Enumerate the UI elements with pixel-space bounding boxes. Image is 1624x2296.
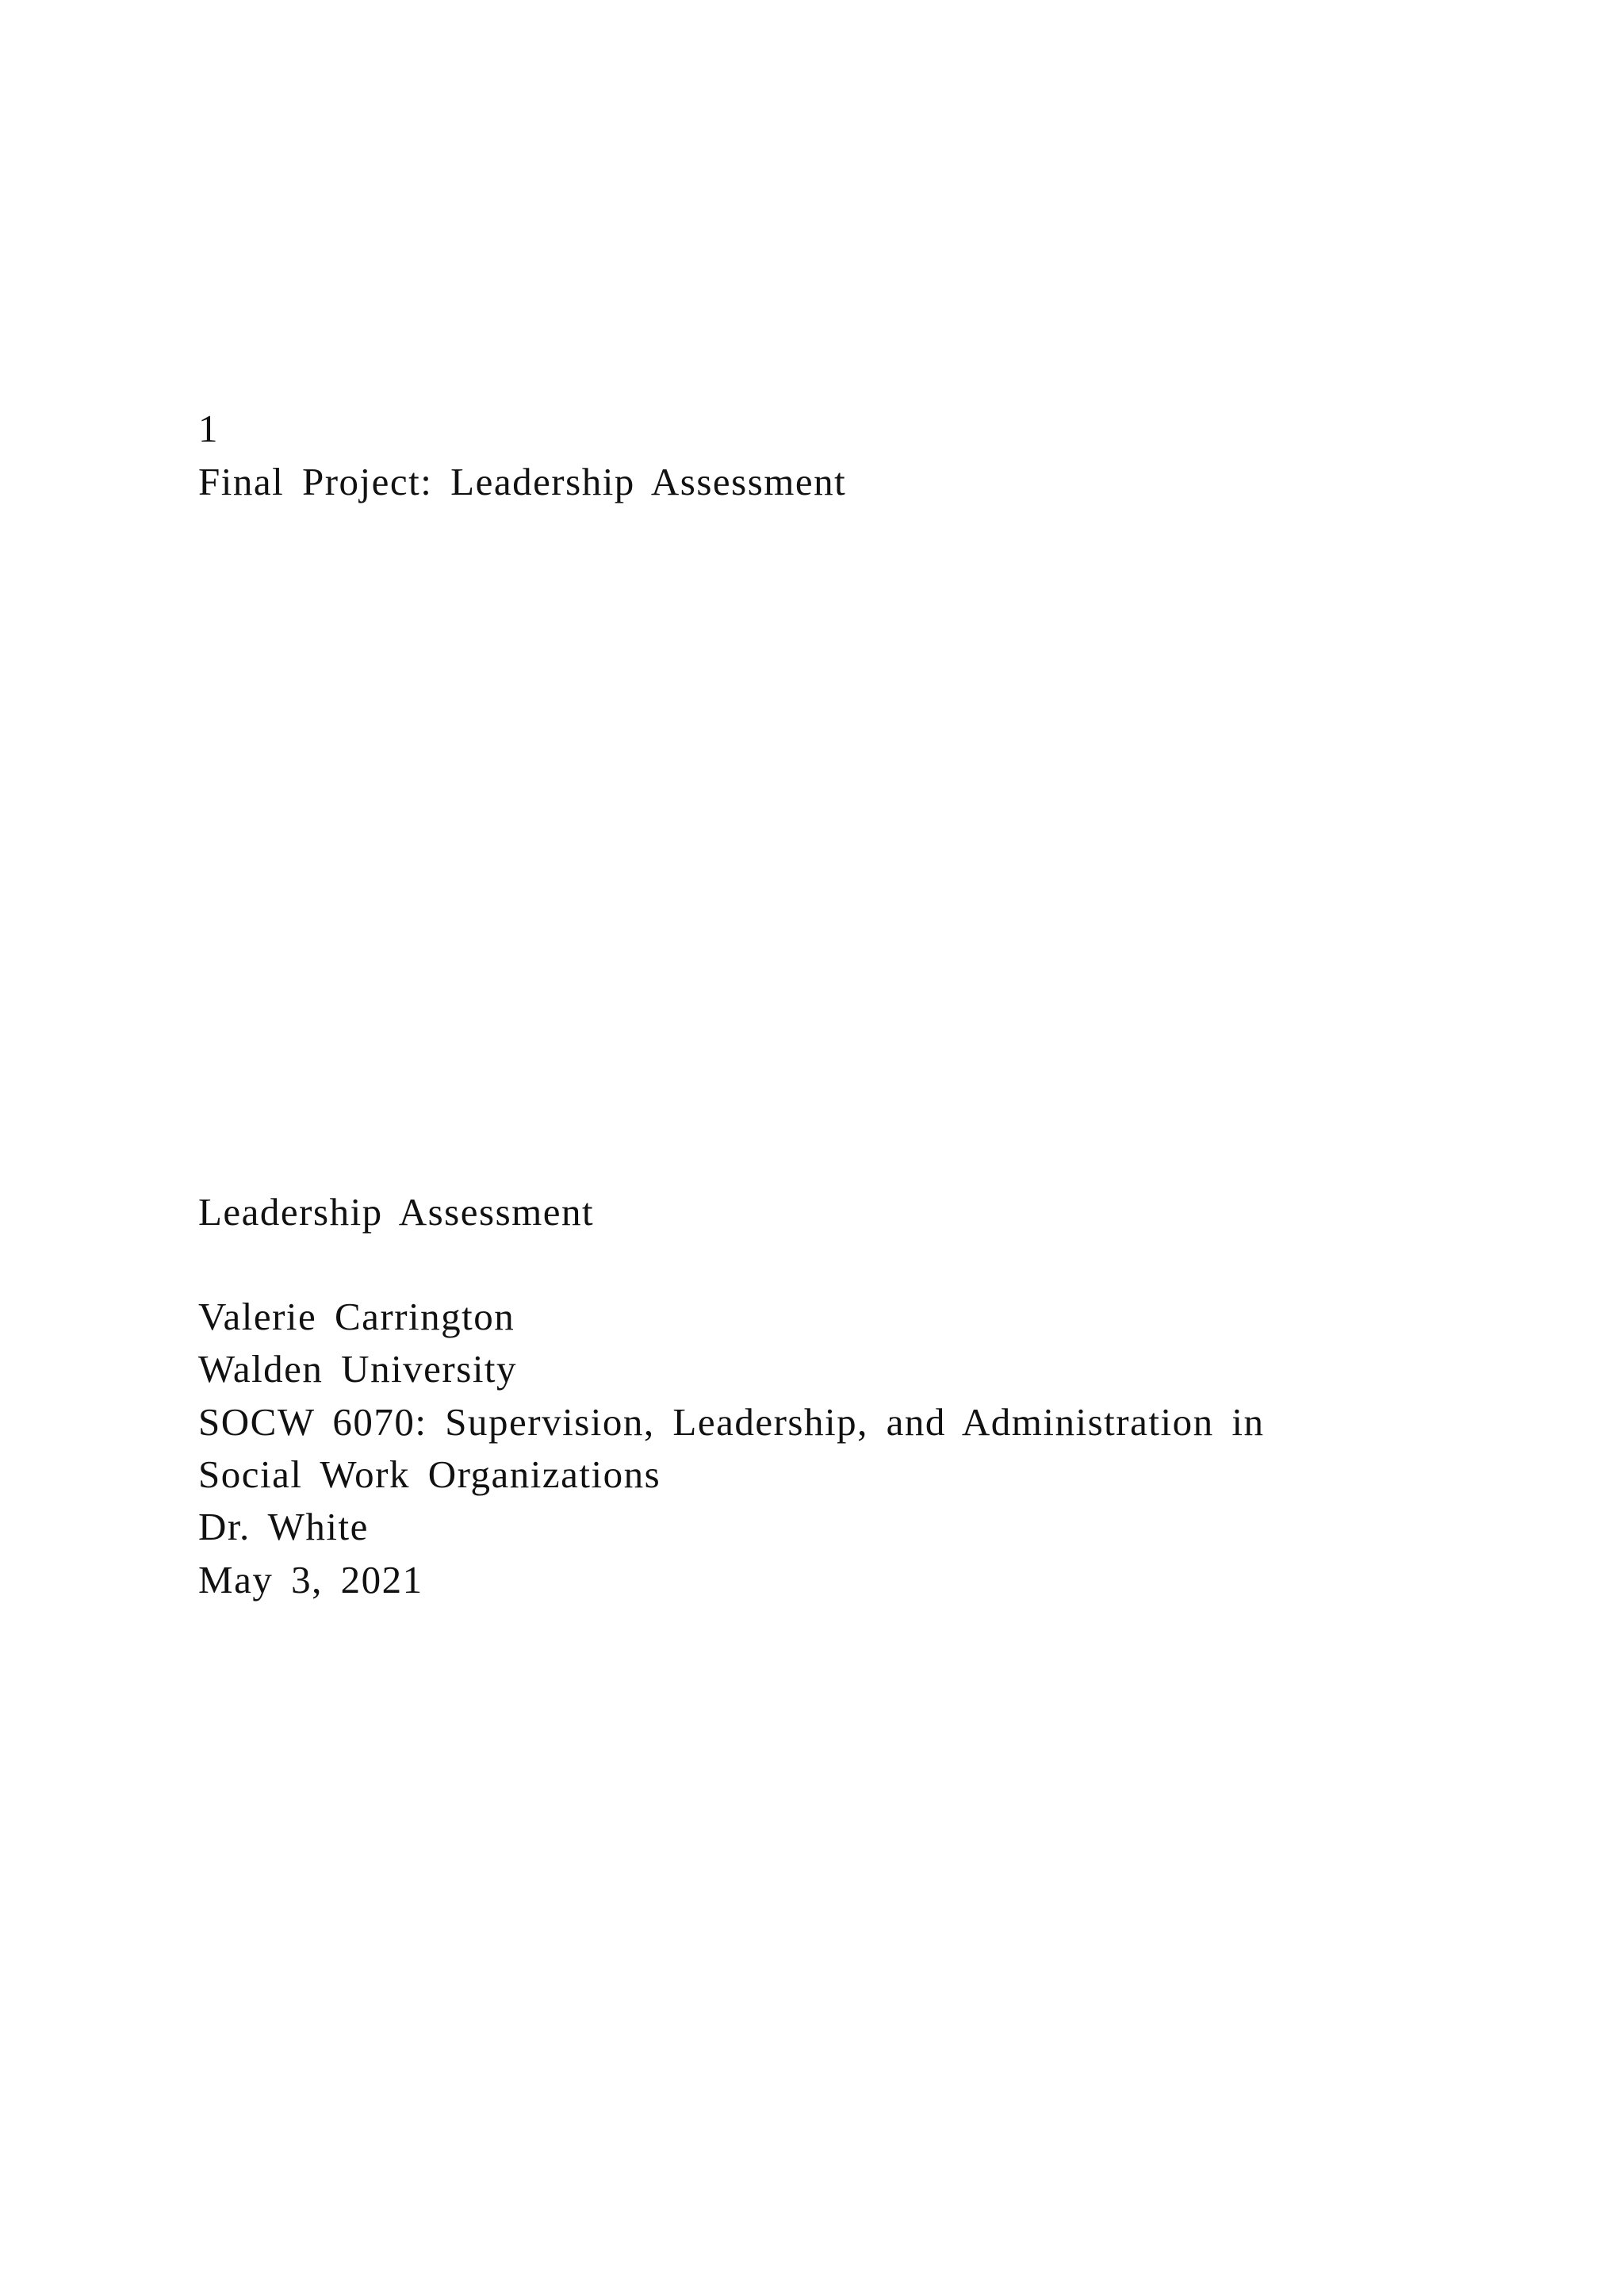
author-name: Valerie Carrington	[198, 1295, 515, 1338]
instructor-name: Dr. White	[198, 1505, 369, 1548]
institution-name: Walden University	[198, 1347, 518, 1391]
page-number: 1	[198, 407, 219, 450]
course-title-line-2: Social Work Organizations	[198, 1452, 661, 1496]
course-title-line-1: SOCW 6070: Supervision, Leadership, and Administration in	[198, 1400, 1265, 1444]
submission-date: May 3, 2021	[198, 1558, 423, 1601]
paper-title: Leadership Assessment	[198, 1190, 595, 1234]
running-head: Final Project: Leadership Assessment	[198, 460, 847, 503]
